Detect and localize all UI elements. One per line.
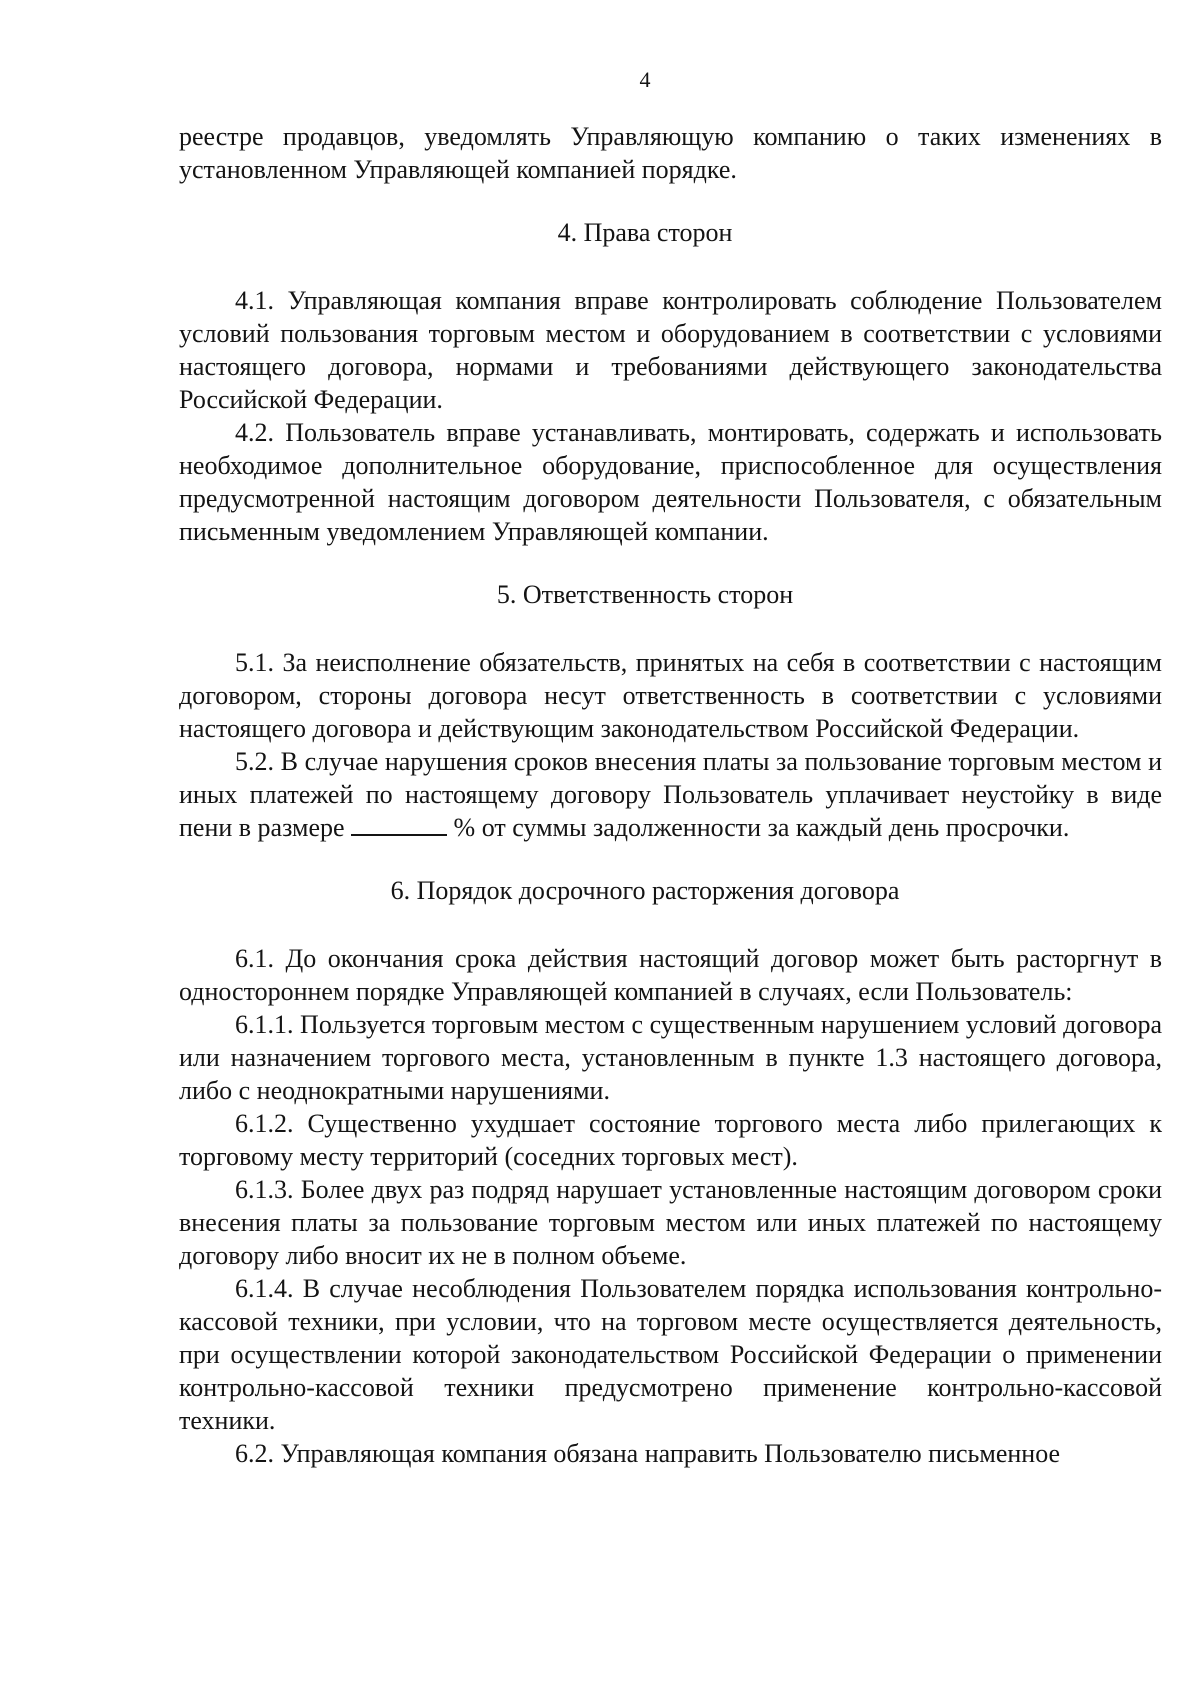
clause-4-2: 4.2. Пользователь вправе устанавливать, монтировать, содержать и использовать необходимое дополнительное оборудование, приспособленное для осуществления предусмотренной настоящим договором деятельности Пользователя, с обязательным письменным уведомлением Управляющей компании.: [179, 418, 1162, 546]
clause-6-2: 6.2. Управляющая компания обязана направить Пользователю письменное: [235, 1439, 1061, 1468]
clause-4-1: 4.1. Управляющая компания вправе контролировать соблюдение Пользователем условий пользования торговым местом и оборудованием в соответствии с условиями настоящего договора, нормами и требованиями действующего законодательства Российской Федерации.: [179, 286, 1162, 414]
document-body: [179, 120, 1162, 1470]
intro-paragraph: реестре продавцов, уведомлять Управляющую компанию о таких изменениях в установленном Управляющей компанией порядке.: [179, 122, 1162, 184]
clause-5-1: 5.1. За неисполнение обязательств, принятых на себя в соответствии с настоящим договором, стороны договора несут ответственность в соответствии с условиями настоящего договора и действующим законодательством Российской Федерации.: [179, 648, 1162, 743]
section-5-heading: 5. Ответственность сторон: [496, 580, 794, 609]
clause-6-1-4: 6.1.4. В случае несоблюдения Пользователем порядка использования контрольно-кассовой техники, при условии, что на торговом месте осуществляется деятельность, при осуществлении которой законодательством Российской Федерации о применении контрольно-кассовой техники предусмотрено применение контрольно-кассовой техники.: [179, 1274, 1162, 1435]
clause-5-2-text-end: % от суммы задолженности за каждый день просрочки.: [453, 813, 1070, 842]
clause-6-1: 6.1. До окончания срока действия настоящий договор может быть расторгнут в одностороннем порядке Управляющей компанией в случаях, если Пользователь:: [179, 944, 1162, 1006]
clause-5-2: [179, 745, 1162, 844]
clause-6-1-2: 6.1.2. Существенно ухудшает состояние торгового места либо прилегающих к торговому месту территорий (соседних торговых мест).: [179, 1109, 1162, 1171]
clause-5-2-text-start: 5.2. В случае нарушения сроков внесения платы за пользование торговым местом и иных платежей по настоящему договору Пользователь уплачивает неустойку в виде пени в размере: [179, 747, 1162, 842]
clause-6-1-3: 6.1.3. Более двух раз подряд нарушает установленные настоящим договором сроки внесения платы за пользование торговым местом или иных платежей по настоящему договору либо вносит их не в полном объеме.: [179, 1175, 1162, 1270]
penalty-rate-blank: [351, 814, 447, 836]
clause-6-1-1: 6.1.1. Пользуется торговым местом с существенным нарушением условий договора или назначением торгового места, установленным в пункте 1.3 настоящего договора, либо с неоднократными нарушениями.: [179, 1010, 1162, 1105]
page-number: 4: [639, 67, 651, 92]
section-6-heading: 6. Порядок досрочного расторжения договора: [390, 876, 900, 905]
section-4-heading: 4. Права сторон: [557, 218, 733, 247]
